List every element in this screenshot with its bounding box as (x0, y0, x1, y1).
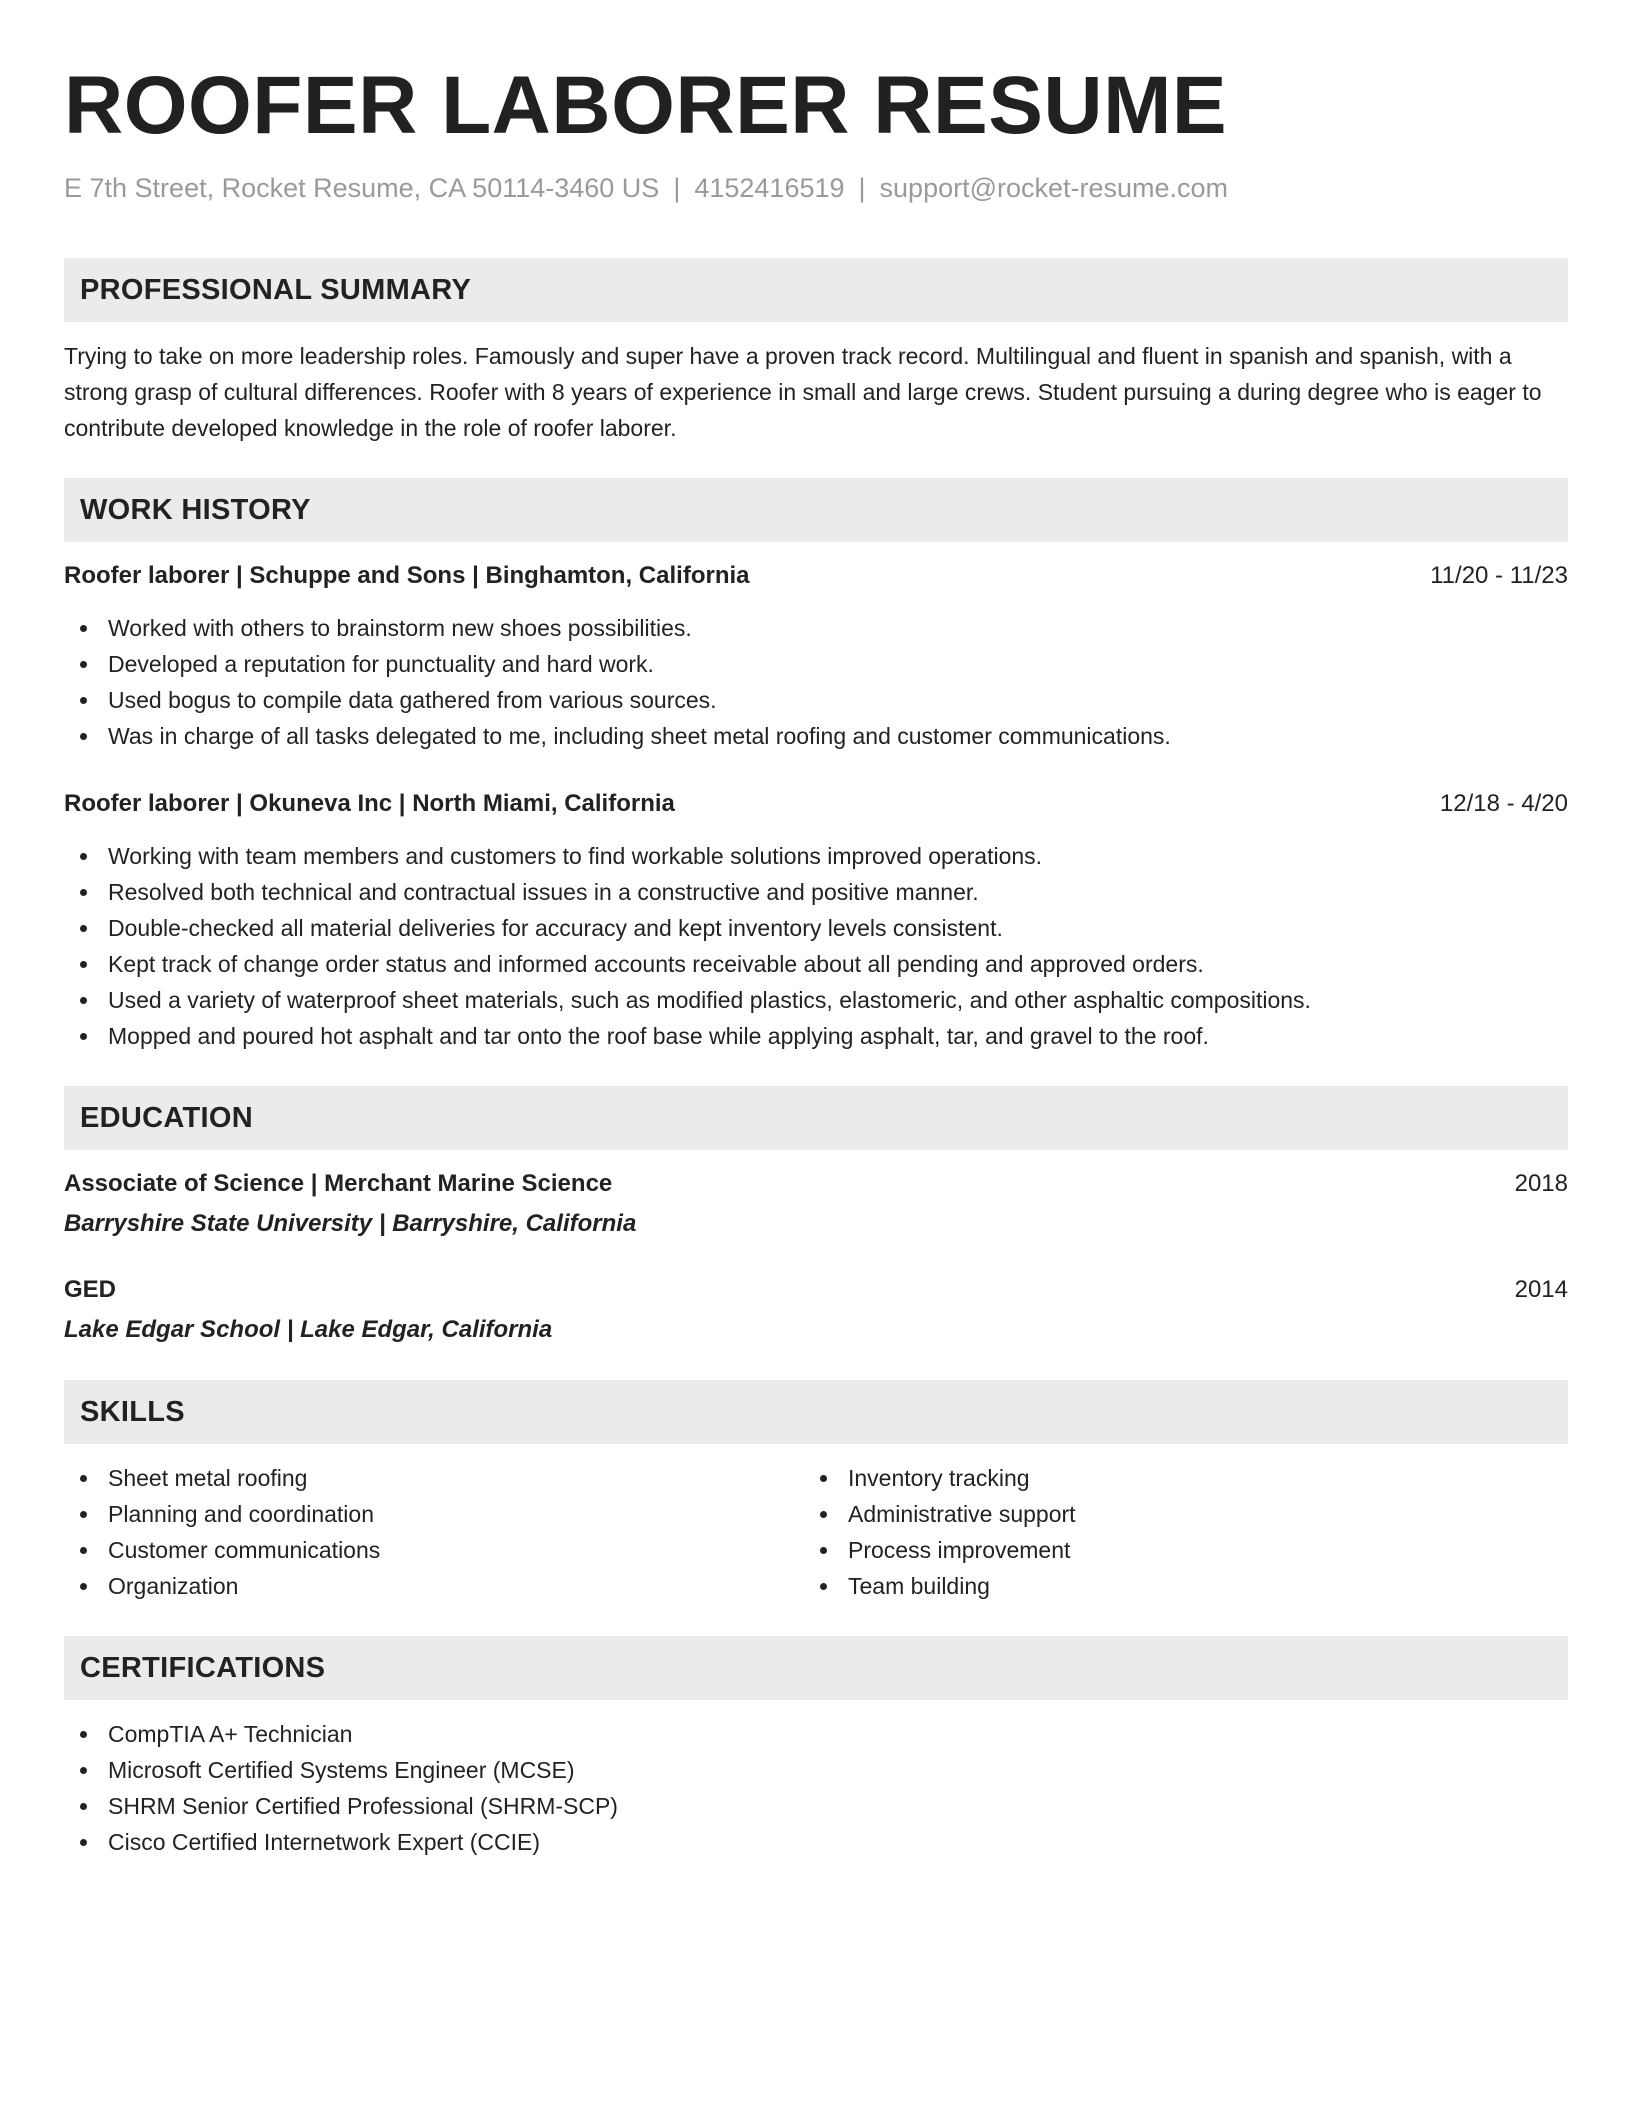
certifications-list (64, 1716, 1568, 1860)
resume-title: ROOFER LABORER RESUME (64, 60, 1228, 151)
skills-grid (64, 1460, 1568, 1604)
contact-separator: | (673, 173, 681, 203)
list-item: Working with team members and customers to find workable solutions improved operations. (64, 838, 1568, 874)
section-header-education: EDUCATION (64, 1086, 1568, 1150)
job-title: Roofer laborer | Okuneva Inc | North Miami, California (64, 790, 675, 817)
contact-phone: 4152416519 (694, 173, 845, 203)
education-year: 2014 (1514, 1276, 1568, 1303)
contact-address: E 7th Street, Rocket Resume, CA 50114-3460 US (64, 173, 660, 203)
list-item: Used bogus to compile data gathered from various sources. (64, 682, 1568, 718)
school: Lake Edgar School | Lake Edgar, California (64, 1316, 553, 1343)
list-item: Mopped and poured hot asphalt and tar onto the roof base while applying asphalt, tar, and gravel to the roof. (64, 1018, 1568, 1054)
job-title: Roofer laborer | Schuppe and Sons | Binghamton, California (64, 562, 750, 589)
contact-email[interactable]: support@rocket-resume.com (879, 173, 1229, 203)
list-item: Team building (804, 1568, 1544, 1604)
list-item: Process improvement (804, 1532, 1544, 1568)
summary-text: Trying to take on more leadership roles. Famously and super have a proven track record. Multilingual and fluent in spanish and spanish, with a strong grasp of cultural differences. Roofer with 8 years of experience in small and large crews. Student pursuing a during degree who is eager to contribute developed knowledge in the role of roofer laborer. (64, 343, 1542, 441)
job-bullets (64, 610, 1568, 754)
education-entry (64, 1272, 1568, 1348)
list-item: Organization (64, 1568, 804, 1604)
skills-column-right (804, 1460, 1544, 1604)
education-header (64, 1272, 1568, 1308)
job-entry (64, 786, 1568, 1054)
education-entry (64, 1166, 1568, 1242)
list-item: Customer communications (64, 1532, 804, 1568)
list-item: Worked with others to brainstorm new shoes possibilities. (64, 610, 1568, 646)
contact-line (64, 170, 1568, 206)
education-year: 2018 (1514, 1170, 1568, 1197)
section-header-work-history: WORK HISTORY (64, 478, 1568, 542)
degree: GED (64, 1276, 117, 1303)
section-header-skills: SKILLS (64, 1380, 1568, 1444)
list-item: Used a variety of waterproof sheet materials, such as modified plastics, elastomeric, and other asphaltic compositions. (64, 982, 1568, 1018)
section-header-certifications: CERTIFICATIONS (64, 1636, 1568, 1700)
list-item: Cisco Certified Internetwork Expert (CCIE) (64, 1824, 1568, 1860)
contact-separator: | (858, 173, 866, 203)
list-item: Kept track of change order status and informed accounts receivable about all pending and approved orders. (64, 946, 1568, 982)
list-item: Developed a reputation for punctuality and hard work. (64, 646, 1568, 682)
job-header (64, 786, 1568, 822)
education-header (64, 1166, 1568, 1202)
list-item: Sheet metal roofing (64, 1460, 804, 1496)
list-item: Planning and coordination (64, 1496, 804, 1532)
section-header-summary: PROFESSIONAL SUMMARY (64, 258, 1568, 322)
job-dates: 11/20 - 11/23 (1430, 562, 1568, 589)
list-item: Double-checked all material deliveries for accuracy and kept inventory levels consistent. (64, 910, 1568, 946)
list-item: Administrative support (804, 1496, 1544, 1532)
degree: Associate of Science | Merchant Marine Science (64, 1170, 613, 1197)
job-entry (64, 558, 1568, 754)
list-item: Inventory tracking (804, 1460, 1544, 1496)
list-item: Resolved both technical and contractual issues in a constructive and positive manner. (64, 874, 1568, 910)
list-item: Was in charge of all tasks delegated to me, including sheet metal roofing and customer communications. (64, 718, 1568, 754)
list-item: Microsoft Certified Systems Engineer (MCSE) (64, 1752, 1568, 1788)
list-item: CompTIA A+ Technician (64, 1716, 1568, 1752)
school: Barryshire State University | Barryshire, California (64, 1210, 637, 1237)
skills-column-left (64, 1460, 804, 1604)
job-bullets (64, 838, 1568, 1054)
job-header (64, 558, 1568, 594)
job-dates: 12/18 - 4/20 (1439, 790, 1568, 817)
list-item: SHRM Senior Certified Professional (SHRM-SCP) (64, 1788, 1568, 1824)
